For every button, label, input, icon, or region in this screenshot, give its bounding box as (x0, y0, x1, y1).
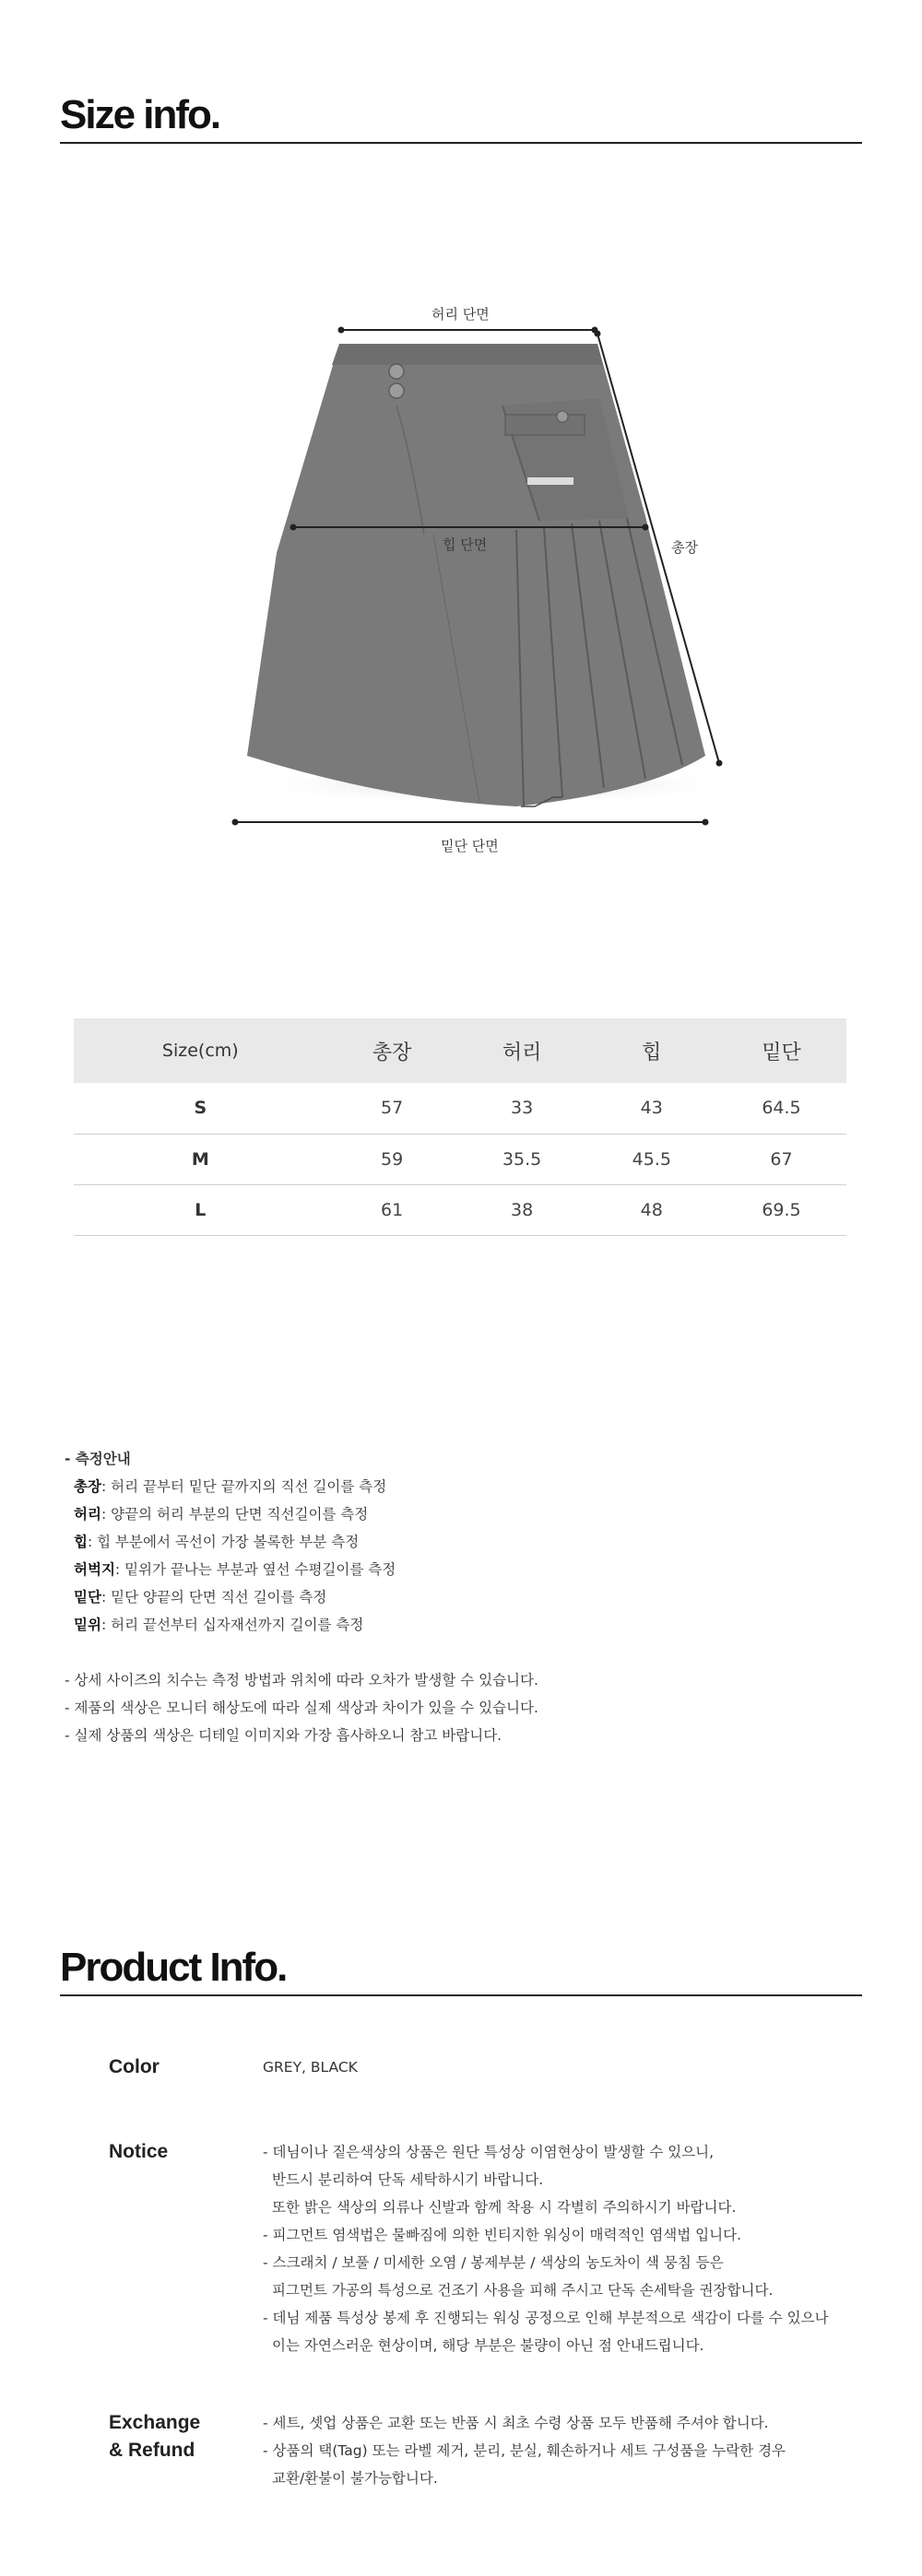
hip-label: 힙 단면 (443, 536, 488, 553)
color-label: Color (109, 2056, 160, 2077)
guide-heading: - 측정안내 (65, 1451, 131, 1467)
note-line: - 실제 상품의 색상은 디테일 이미지와 가장 흡사하오니 참고 바랍니다. (65, 1727, 502, 1744)
value-cell: 64.5 (716, 1083, 846, 1134)
exchange-refund-label: Exchange & Refund (109, 2412, 201, 2461)
value-cell: 59 (327, 1134, 457, 1184)
header-hem: 밑단 (716, 1018, 846, 1083)
value-cell: 67 (716, 1134, 846, 1184)
size-notes (65, 1666, 538, 1749)
guide-item: 힙: 힙 부분에서 곡선이 가장 볼록한 부분 측정 (74, 1534, 360, 1550)
skirt-illustration (0, 276, 922, 885)
length-label: 총장 (671, 539, 698, 556)
guide-item: 총장: 허리 끝부터 밑단 끝까지의 직선 길이를 측정 (74, 1478, 387, 1495)
notice-text: - 데님이나 짙은색상의 상품은 원단 특성상 이염현상이 발생할 수 있으니, 반드시 분리하여 단독 세탁하시기 바랍니다. 또한 밝은 색상의 의류나 신발과 함께 착용 시 각별히 주의하시기 바랍니다. - 피그먼트 염색법은 물빠짐에 의한 빈티지한 워싱이 매력적인 염색법 입니다. - 스크래치 / 보풀 / 미세한 오염 / 봉제부분 / 색상의 농도차이 색 뭉침 등은 피그먼트 가공의 특성으로 건조기 사용을 피해 주시고 단독 손세탁을 권장합니다. - 데님 제품 특성상 봉제 후 진행되는 워싱 공정으로 인해 부분적으로 색감이 다를 수 있으나 이는 자연스러운 현상이며, 해당 부분은 불량이 아닌 점 안내드립니다. (263, 2144, 829, 2354)
color-value: GREY, BLACK (263, 2059, 358, 2076)
table-row (74, 1083, 846, 1134)
value-cell: 61 (327, 1184, 457, 1235)
waist-label: 허리 단면 (431, 306, 490, 323)
notice-label: Notice (109, 2141, 169, 2162)
exchange-refund-text: - 세트, 셋업 상품은 교환 또는 반품 시 최초 수령 상품 모두 반품해 주셔야 합니다. - 상품의 택(Tag) 또는 라벨 제거, 분리, 분실, 훼손하거나 세트 구성품을 누락한 경우 교환/환불이 불가능합니다. (263, 2415, 786, 2487)
header-size: Size(cm) (74, 1018, 327, 1083)
skirt-diagram (0, 276, 922, 885)
value-cell: 38 (457, 1184, 587, 1235)
size-cell: S (74, 1083, 327, 1134)
guide-item: 허벅지: 밑위가 끝나는 부분과 옆선 수평길이를 측정 (74, 1561, 396, 1578)
guide-item: 허리: 양끝의 허리 부분의 단면 직선길이를 측정 (74, 1506, 369, 1523)
value-cell: 69.5 (716, 1184, 846, 1235)
value-cell: 57 (327, 1083, 457, 1134)
guide-item: 밑위: 허리 끝선부터 십자재선까지 길이를 측정 (74, 1617, 364, 1633)
size-cell: L (74, 1184, 327, 1235)
size-info-title: Size info. (60, 92, 220, 137)
header-length: 총장 (327, 1018, 457, 1083)
size-info-rule (60, 142, 862, 144)
table-row (74, 1184, 846, 1235)
note-line: - 제품의 색상은 모니터 해상도에 따라 실제 색상과 차이가 있을 수 있습니다. (65, 1700, 538, 1716)
size-table-header (74, 1018, 846, 1083)
measure-guide (65, 1445, 396, 1639)
product-info-title: Product Info. (60, 1945, 287, 1990)
size-table (74, 1018, 846, 1236)
value-cell: 43 (587, 1083, 716, 1134)
value-cell: 45.5 (587, 1134, 716, 1184)
value-cell: 48 (587, 1184, 716, 1235)
table-row (74, 1134, 846, 1184)
value-cell: 35.5 (457, 1134, 587, 1184)
header-hip: 힙 (587, 1018, 716, 1083)
size-cell: M (74, 1134, 327, 1184)
product-info-rule (60, 1994, 862, 1996)
guide-item: 밑단: 밑단 양끝의 단면 직선 길이를 측정 (74, 1589, 327, 1606)
hem-label: 밑단 단면 (441, 838, 499, 854)
note-line: - 상세 사이즈의 치수는 측정 방법과 위치에 따라 오차가 발생할 수 있습니다. (65, 1672, 538, 1688)
value-cell: 33 (457, 1083, 587, 1134)
header-waist: 허리 (457, 1018, 587, 1083)
